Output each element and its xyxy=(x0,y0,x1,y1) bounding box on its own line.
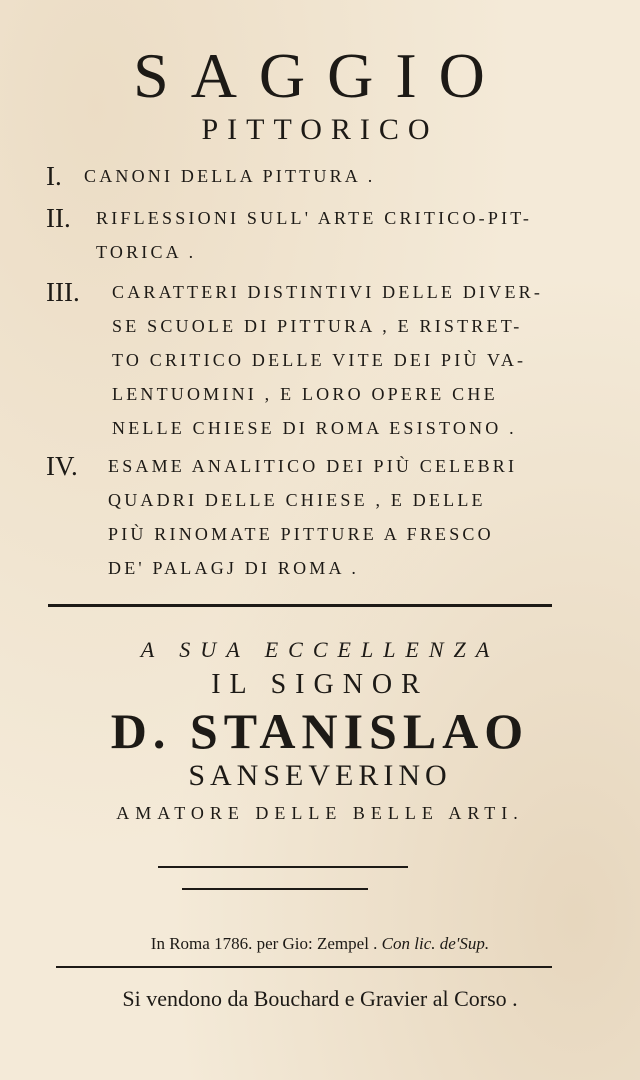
part-number: III. xyxy=(46,277,80,307)
book-subtitle: PITTORICO xyxy=(201,113,439,146)
dedicatee-epithet: AMATORE DELLE BELLE ARTI. xyxy=(116,803,524,823)
part-number: I. xyxy=(46,161,62,191)
part-line: PIÙ RINOMATE PITTURE A FRESCO xyxy=(108,524,494,544)
dedicatee-surname: SANSEVERINO xyxy=(188,759,452,792)
divider-rule xyxy=(48,604,552,607)
seller-line: Si vendono da Bouchard e Gravier al Corso . xyxy=(122,986,518,1011)
dedication-title: IL SIGNOR xyxy=(211,669,429,700)
part-line: CARATTERI DISTINTIVI DELLE DIVER- xyxy=(112,282,544,302)
imprint xyxy=(0,932,640,956)
part-line: ESAME ANALITICO DEI PIÙ CELEBRI xyxy=(108,456,518,476)
imprint-licence: Con lic. de'Sup. xyxy=(381,934,490,953)
part-line: QUADRI DELLE CHIESE , E DELLE xyxy=(108,490,486,510)
book-title: SAGGIO xyxy=(133,40,507,111)
imprint-rule xyxy=(56,966,552,968)
part-line: TO CRITICO DELLE VITE DEI PIÙ VA- xyxy=(112,350,527,370)
part-line: SE SCUOLE DI PITTURA , E RISTRET- xyxy=(112,316,523,336)
part-line: LENTUOMINI , E LORO OPERE CHE xyxy=(112,384,498,404)
ornament-rule xyxy=(182,888,368,890)
part-line: CANONI DELLA PITTURA . xyxy=(84,166,376,186)
ornament-rule xyxy=(158,866,408,868)
part-number: II. xyxy=(46,203,71,233)
part-line: RIFLESSIONI SULL' ARTE CRITICO-PIT- xyxy=(96,208,533,228)
dedication-line: A SUA ECCELLENZA xyxy=(140,637,500,662)
part-number: IV. xyxy=(46,451,78,481)
part-line: NELLE CHIESE DI ROMA ESISTONO . xyxy=(112,418,517,438)
part-line: DE' PALAGJ DI ROMA . xyxy=(108,558,360,578)
imprint-place-date: In Roma 1786. per Gio: Zempel . xyxy=(150,934,378,953)
part-line: TORICA . xyxy=(96,242,197,262)
dedicatee-name: D. STANISLAO xyxy=(110,703,530,759)
